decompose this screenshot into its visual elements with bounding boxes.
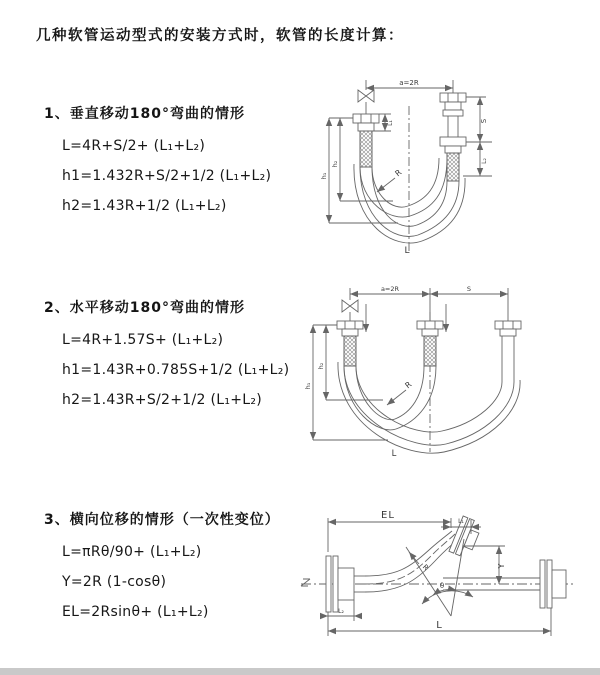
dim-label-travel: S bbox=[466, 285, 472, 293]
page-title: 几种软管运动型式的安装方式时，软管的长度计算： bbox=[36, 28, 404, 44]
formula-length: L=4R+1.57S+ (L₁+L₂) bbox=[62, 332, 224, 348]
dim-label-fitting-bottom: L₂ bbox=[338, 608, 344, 615]
formula-length: L=πRθ/90+ (L₁+L₂) bbox=[62, 544, 202, 560]
dim-label-height2: h₂ bbox=[331, 160, 339, 168]
dim-label-width: a=2R bbox=[399, 79, 419, 87]
dim-label-radius: R bbox=[403, 379, 414, 391]
diagram-lateral-displacement bbox=[293, 494, 598, 646]
braid-section bbox=[360, 131, 372, 167]
braid-section bbox=[424, 336, 436, 366]
section-1-heading: 1、垂直移动180°弯曲的情形 bbox=[44, 106, 245, 122]
valve-icon bbox=[358, 90, 374, 102]
diagram-horizontal-180 bbox=[298, 278, 553, 460]
hose-s-curve bbox=[301, 516, 573, 636]
dim-label-fitting-right: L₂ bbox=[481, 158, 488, 164]
dim-label-length: L bbox=[391, 449, 397, 459]
dim-label-fitting-left: L₁ bbox=[387, 120, 394, 126]
section-horizontal-180 bbox=[44, 297, 319, 415]
formula-h2: h2=1.43R+S/2+1/2 (L₁+L₂) bbox=[62, 392, 263, 408]
hose-u-bend bbox=[329, 80, 492, 254]
section-3-heading: 3、横向位移的情形（一次性变位） bbox=[44, 512, 280, 528]
dim-label-height2: h₂ bbox=[317, 362, 325, 370]
dim-label-extended-length: EL bbox=[381, 510, 395, 521]
section-2-heading: 2、水平移动180°弯曲的情形 bbox=[44, 300, 245, 316]
dim-label-height1: h₁ bbox=[304, 382, 312, 390]
dim-label-width: a=2R bbox=[380, 285, 400, 293]
formula-offset: Y=2R (1-cosθ) bbox=[62, 574, 167, 590]
braid-section bbox=[344, 336, 356, 366]
hose-u-bend-horizontal bbox=[313, 288, 521, 453]
section-lateral-displacement bbox=[44, 509, 319, 627]
dim-label-height1: h₁ bbox=[320, 172, 328, 180]
diagram-vertical-180 bbox=[298, 66, 548, 261]
dim-label-fitting-top: L₁ bbox=[458, 518, 464, 525]
formula-h1: h1=1.43R+0.785S+1/2 (L₁+L₂) bbox=[62, 362, 290, 378]
formula-h1: h1=1.432R+S/2+1/2 (L₁+L₂) bbox=[62, 168, 272, 184]
page-bottom-edge bbox=[0, 668, 600, 675]
dim-label-length: L bbox=[436, 620, 442, 631]
formula-length: L=4R+S/2+ (L₁+L₂) bbox=[62, 138, 206, 154]
dim-label-radius: R bbox=[393, 167, 404, 179]
dim-label-length: L bbox=[404, 246, 410, 256]
dim-label-travel: S bbox=[480, 118, 488, 124]
valve-icon bbox=[342, 300, 358, 312]
formula-h2: h2=1.43R+1/2 (L₁+L₂) bbox=[62, 198, 227, 214]
section-vertical-180 bbox=[44, 103, 319, 221]
formula-extended-length: EL=2Rsinθ+ (L₁+L₂) bbox=[62, 604, 209, 620]
braid-section bbox=[447, 153, 459, 181]
dim-label-radius: R bbox=[420, 563, 430, 573]
dim-label-offset: Y bbox=[497, 563, 506, 569]
dim-label-angle: θ bbox=[439, 582, 445, 590]
